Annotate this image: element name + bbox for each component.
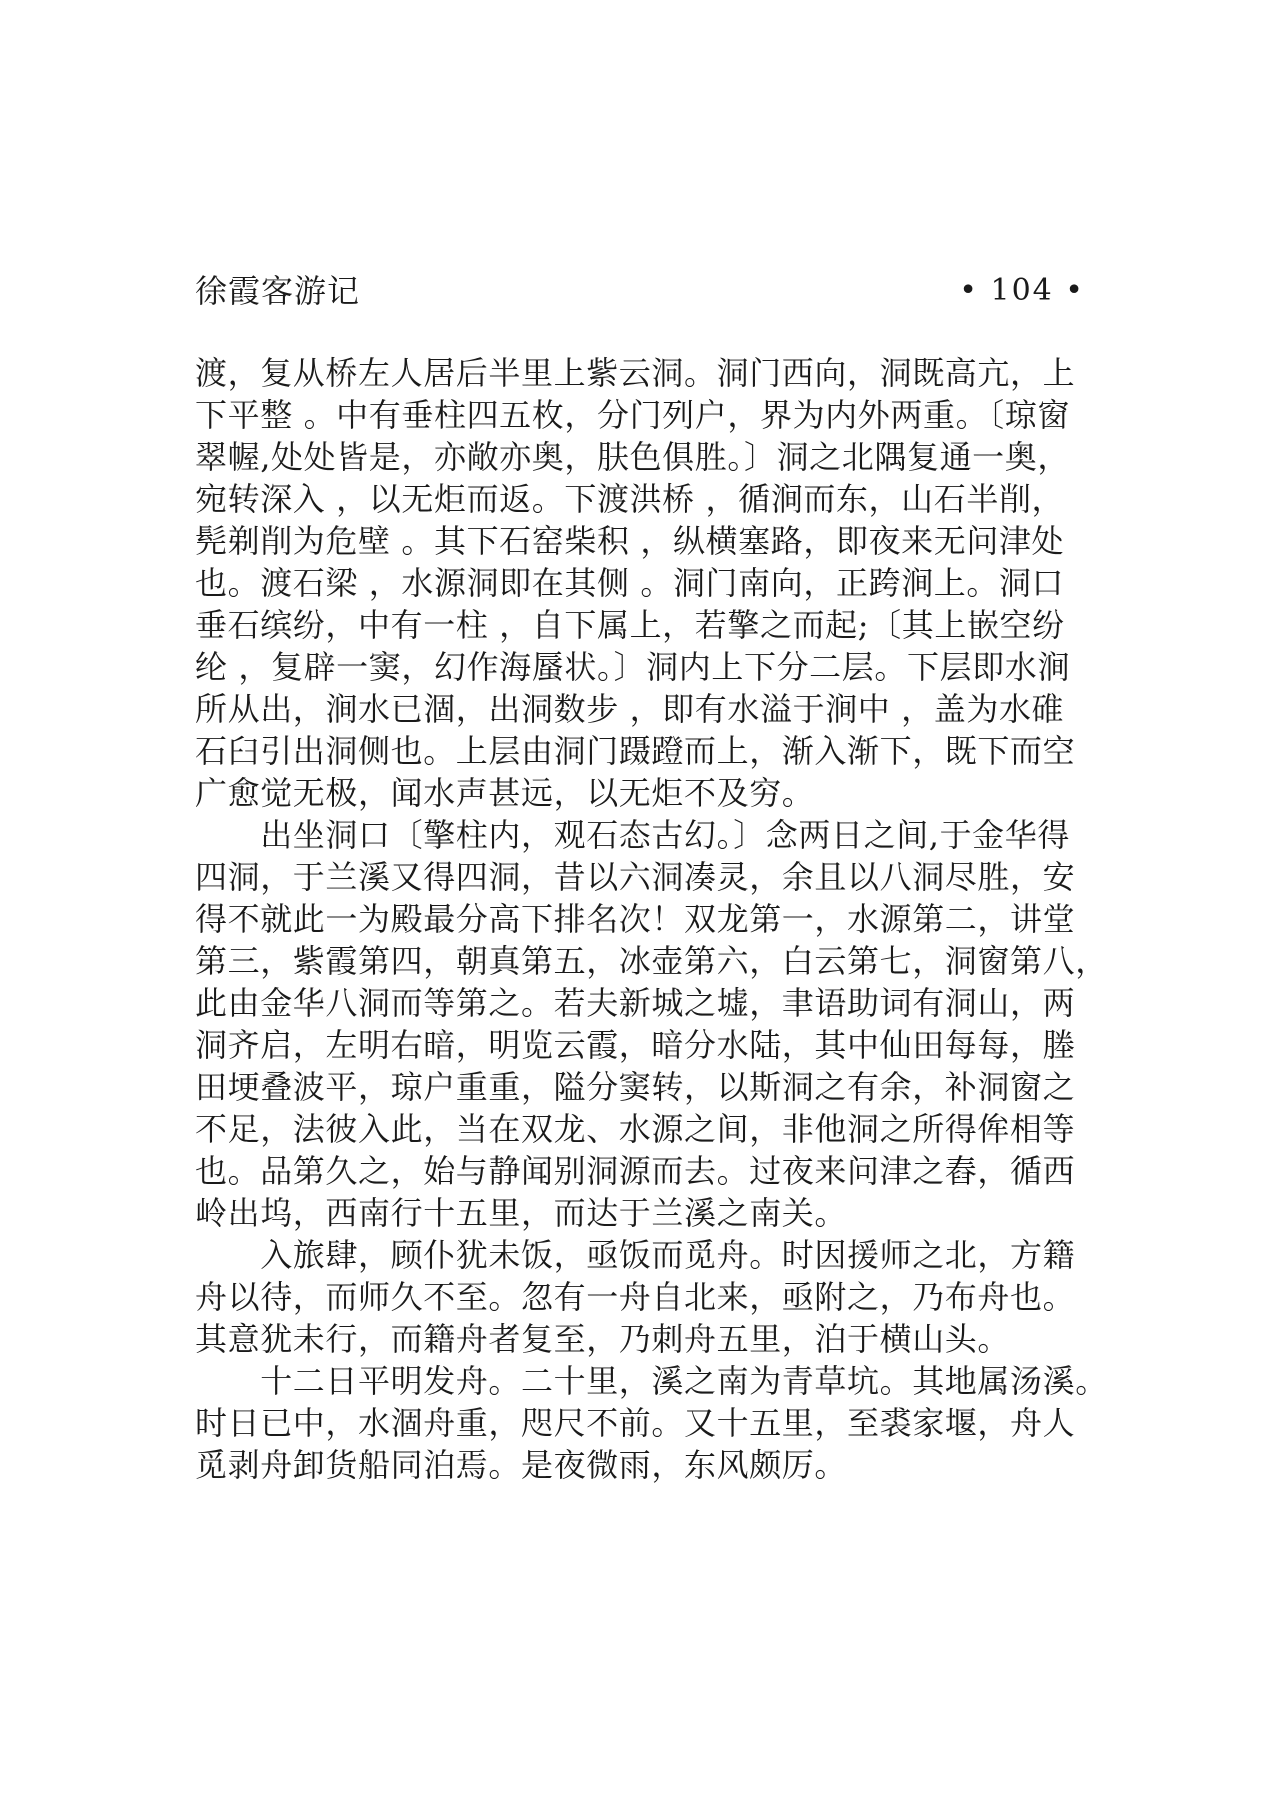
text-line: 也。品第久之，始与静闻别洞源而去。过夜来问津之舂，循西 bbox=[195, 1152, 1076, 1190]
text-line: 出坐洞口〔擎柱内，观石态古幻。〕念两日之间,于金华得 bbox=[195, 816, 1070, 854]
text-line: 岭出坞，西南行十五里，而达于兰溪之南关。 bbox=[195, 1194, 848, 1232]
text-line: 第三，紫霞第四，朝真第五，冰壶第六，白云第七，洞窗第八， bbox=[195, 942, 1108, 980]
text-line: 其意犹未行，而籍舟者复至，乃刺舟五里，泊于横山头。 bbox=[195, 1320, 1011, 1358]
text-line: 翠幄,处处皆是，亦敞亦奥，肤色俱胜。〕洞之北隅复通一奥， bbox=[195, 438, 1070, 476]
text-line: 时日已中，水涸舟重，咫尺不前。又十五里，至裘家堰，舟人 bbox=[195, 1404, 1076, 1442]
text-line: 也。渡石梁 ，水源洞即在其侧 。洞门南向，正跨涧上。洞口 bbox=[195, 564, 1065, 602]
text-body bbox=[195, 352, 1108, 1486]
text-line: 四洞，于兰溪又得四洞，昔以六洞凑灵，余且以八洞尽胜，安 bbox=[195, 858, 1076, 896]
text-line: 不足，法彼入此，当在双龙、水源之间，非他洞之所得侔相等 bbox=[195, 1110, 1076, 1148]
page-number: • 104 • bbox=[959, 273, 1085, 308]
text-line: 洞齐启，左明右暗，明览云霞，暗分水陆，其中仙田每每，塍 bbox=[195, 1026, 1076, 1064]
text-line: 垂石缤纷，中有一柱 ，自下属上，若擎之而起;〔其上嵌空纷 bbox=[195, 606, 1065, 644]
text-line: 入旅肆，顾仆犹未饭，亟饭而觅舟。时因援师之北，方籍 bbox=[195, 1236, 1076, 1274]
text-line: 此由金华八洞而等第之。若夫新城之墟，聿语助词有洞山，两 bbox=[195, 984, 1076, 1022]
text-line: 下平整 。中有垂柱四五枚，分门列户，界为内外两重。〔琼窗 bbox=[195, 396, 1070, 434]
text-line: 得不就此一为殿最分高下排名次！双龙第一，水源第二，讲堂 bbox=[195, 900, 1076, 938]
page-header bbox=[195, 268, 1085, 314]
text-line: 石臼引出洞侧也。上层由洞门蹑蹬而上，渐入渐下，既下而空 bbox=[195, 732, 1076, 770]
text-line: 髡剃削为危壁 。其下石窑柴积 ，纵横塞路，即夜来无问津处 bbox=[195, 522, 1065, 560]
text-line: 觅剥舟卸货船同泊焉。是夜微雨，东风颇厉。 bbox=[195, 1446, 848, 1484]
text-line: 渡，复从桥左人居后半里上紫云洞。洞门西向，洞既高亢，上 bbox=[195, 354, 1076, 392]
text-line: 所从出，涧水已涸，出洞数步 ，即有水溢于涧中 ，盖为水碓 bbox=[195, 690, 1065, 728]
text-line: 纶 ，复辟一窦，幻作海蜃状。〕洞内上下分二层。下层即水涧 bbox=[195, 648, 1070, 686]
text-line: 广愈觉无极，闻水声甚远，以无炬不及穷。 bbox=[195, 774, 815, 812]
text-line: 宛转深入 ，以无炬而返。下渡洪桥 ，循涧而东，山石半削， bbox=[195, 480, 1065, 518]
book-title: 徐霞客游记 bbox=[195, 272, 361, 310]
text-line: 田埂叠波平，琼户重重，隘分窦转，以斯洞之有余，补洞窗之 bbox=[195, 1068, 1076, 1106]
text-line: 舟以待，而师久不至。忽有一舟自北来，亟附之，乃布舟也。 bbox=[195, 1278, 1076, 1316]
text-line: 十二日平明发舟。二十里，溪之南为青草坑。其地属汤溪。 bbox=[195, 1362, 1108, 1400]
